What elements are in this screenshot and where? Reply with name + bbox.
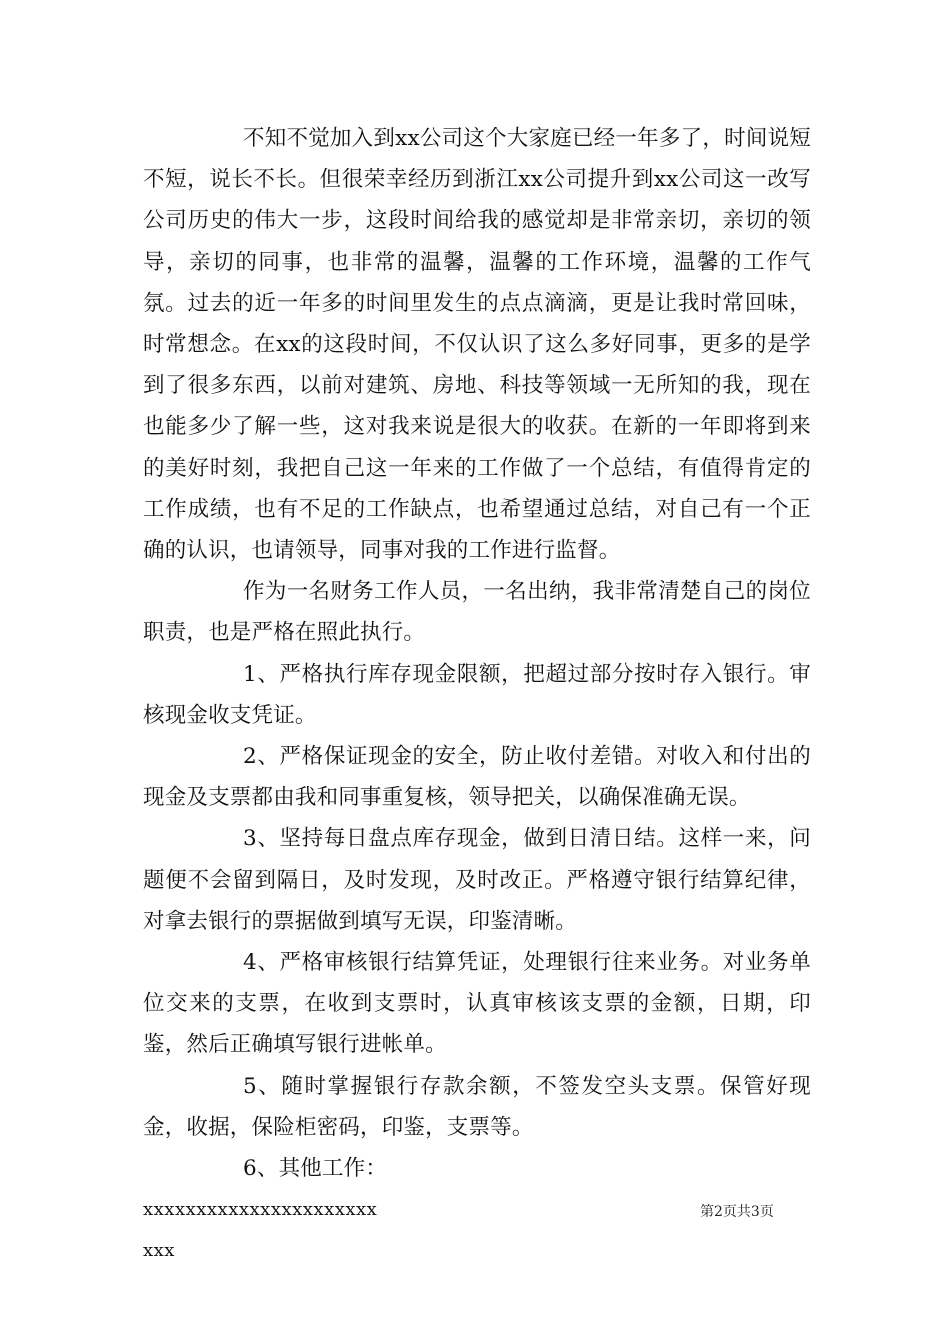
page-number: 第2页共3页	[700, 1204, 774, 1220]
list-item: 3、坚持每日盘点库存现金，做到日清日结。这样一来，问题便不会留到隔日，及时发现，及时改正。严格遵守银行结算纪律，对拿去银行的票据做到填写无误，印鉴清晰。	[143, 826, 811, 934]
placeholder-line: xxxxxxxxxxxxxxxxxxxxxx	[143, 1199, 378, 1221]
list-item: 6、其他工作：	[243, 1156, 388, 1182]
list-item: 5、随时掌握银行存款余额，不签发空头支票。保管好现金，收据，保险柜密码，印鉴，支票等。	[143, 1073, 811, 1140]
placeholder-line: xxx	[143, 1240, 175, 1262]
list-item: 2、严格保证现金的安全，防止收付差错。对收入和付出的现金及支票都由我和同事重复核，领导把关，以确保准确无误。	[143, 744, 811, 811]
duty-paragraph: 作为一名财务工作人员，一名出纳，我非常清楚自己的岗位职责，也是严格在照此执行。	[143, 579, 811, 646]
document-body	[143, 118, 811, 1272]
intro-paragraph: 不知不觉加入到xx公司这个大家庭已经一年多了，时间说短不短，说长不长。但很荣幸经历到浙江xx公司提升到xx公司这一改写公司历史的伟大一步，这段时间给我的感觉却是非常亲切，亲切的领导，亲切的同事，也非常的温馨，温馨的工作环境，温馨的工作气氛。过去的近一年多的时间里发生的点点滴滴，更是让我时常回味，时常想念。在xx的这段时间，不仅认识了这么多好同事，更多的是学到了很多东西，以前对建筑、房地、科技等领域一无所知的我，现在也能多少了解一些，这对我来说是很大的收获。在新的一年即将到来的美好时刻，我把自己这一年来的工作做了一个总结，有值得肯定的工作成绩，也有不足的工作缺点，也希望通过总结，对自己有一个正确的认识，也请领导，同事对我的工作进行监督。	[143, 126, 811, 564]
list-item: 1、严格执行库存现金限额，把超过部分按时存入银行。审核现金收支凭证。	[143, 661, 811, 728]
list-item: 4、严格审核银行结算凭证，处理银行往来业务。对业务单位交来的支票，在收到支票时，认真审核该支票的金额，日期，印鉴，然后正确填写银行进帐单。	[143, 950, 811, 1058]
